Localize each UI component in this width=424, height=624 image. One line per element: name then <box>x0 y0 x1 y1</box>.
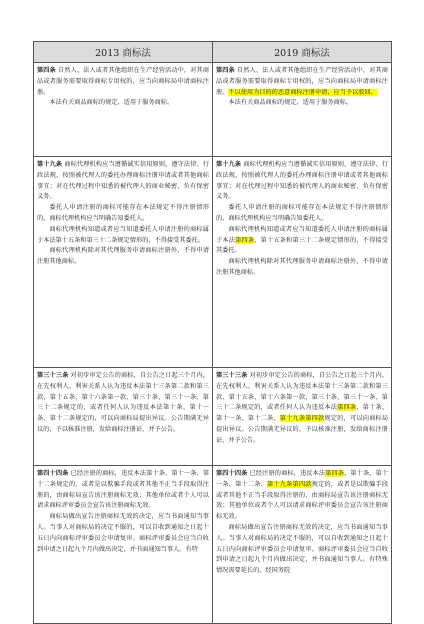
paragraph <box>37 469 209 512</box>
table-row <box>34 368 392 466</box>
paragraph-text: 、第十条、第十一条、第十二条、 <box>216 470 389 488</box>
article-number: 第四十四条 <box>216 470 248 477</box>
paragraph: 商标代理机构除对其代理服务申请商标注册外，不得申请注册其他商标。 <box>216 258 388 276</box>
paragraph-text: 、第十五条和第三十二条规定情形的，不得接受其委托。 <box>216 236 389 255</box>
old-cell <box>34 63 213 157</box>
old-cell <box>34 157 213 368</box>
comparison-table <box>33 41 392 624</box>
article-number: 第四条 <box>216 67 235 74</box>
highlighted-text: 第四条 <box>235 236 255 244</box>
new-cell <box>213 157 392 368</box>
table-row <box>34 157 392 368</box>
highlighted-text: 第四条 <box>325 470 345 477</box>
paragraph: 委托人申请注册的商标可能存在本法规定不得注册情形的，商标代理机构应当明确告知委托人。 <box>216 204 388 222</box>
paragraph: 商标局做出宣告注册商标无效的决定，应当书面通知当事人。当事人对商标局的决定不服的，可以自收到通知之日起十五日内向商标评审委员会申请复审。商标评审委员会应当自收到申请之日起九个月内做出决定，并书面通知当事人。有特 <box>37 513 209 553</box>
paragraph-text: 自然人、法人或者其他组织在生产经营活动中，对其商品或者服务需要取得商标专用权的，应当向商标局申请商标注册。 <box>37 67 210 96</box>
header-2019: 2019 商标法 <box>213 42 392 63</box>
paragraph <box>37 371 209 436</box>
highlighted-text: 第十九条第四款 <box>279 415 325 423</box>
paragraph <box>37 160 209 203</box>
paragraph-text: 规定的，或者是以欺骗手段或者其他不正当手段取得注册的，由商标局宣告该注册商标无效；其他单位或者个人可以请求商标评审委员会宣告该注册商标无效。 <box>216 480 389 521</box>
paragraph-text: 自然人、法人或者其他组织在生产经营活动中，对其商品或者服务需要取得商标专用权的，应当向商标局申请商标注册。 <box>216 67 389 96</box>
article-number: 第四十四条 <box>37 470 69 477</box>
paragraph <box>216 225 388 257</box>
paragraph-text: 商标代理机构应当遵循诚实信用原则，遵守法律、行政法规，按照被代理人的委托办理商标注册申请或者其他商标事宜；对在代理过程中知悉的被代理人的商业秘密，负有保密义务。 <box>37 161 210 201</box>
paragraph: 商标代理机构知道或者应当知道委托人申请注册的商标属于本法第十五条和第三十二条规定情形的，不得接受其委托。 <box>37 225 209 244</box>
article-number: 第四条 <box>37 67 56 74</box>
header-row <box>34 42 392 63</box>
paragraph: 商标代理机构除对其代理服务申请商标注册外，不得申请注册其他商标。 <box>37 247 209 266</box>
paragraph <box>37 66 209 98</box>
paragraph-text: 已经注册的商标，违反本法 <box>249 470 326 477</box>
paragraph: 委托人申请注册的商标可能存在本法规定不得注册情形的，商标代理机构应当明确告知委托人。 <box>37 204 209 222</box>
old-cell <box>34 368 213 466</box>
paragraph: 商标局做出宣告注册商标无效的决定，应当书面通知当事人。当事人对商标局的决定不服的，可以自收到通知之日起十五日内向商标评审委员会申请复审。商标评审委员会应当自收到申请之日起九个月内做出决定，并书面通知当事人。有特殊情况需要延长的，经国务院 <box>216 523 388 575</box>
article-number: 第十九条 <box>37 161 63 168</box>
article-number: 第三十三条 <box>37 372 69 379</box>
paragraph-text: 、第十条、第十一条、第十二条、 <box>216 404 389 423</box>
new-cell <box>213 368 392 466</box>
paragraph: 本法有关商品商标的规定，适用于服务商标。 <box>49 99 174 107</box>
paragraph <box>216 469 388 523</box>
paragraph-text: 规定的，可以向商标局提出异议。公告期满无异议的，予以核准注册，发给商标注册证，并予公告。 <box>216 415 389 444</box>
highlighted-text: 第十九条第四款 <box>267 480 312 488</box>
highlighted-text: 不以使用为目的的恶意商标注册申请，应当予以驳回。 <box>228 88 377 96</box>
paragraph <box>216 66 388 98</box>
article-number: 第十九条 <box>216 161 242 168</box>
paragraph-text: 商标代理机构应当遵循诚实信用原则，遵守法律、行政法规，按照被代理人的委托办理商标注册申请或者其他商标事宜；对在代理过程中知悉的被代理人的商业秘密，负有保密义务。 <box>216 161 389 201</box>
highlighted-text: 第四条 <box>337 404 357 412</box>
article-number: 第三十三条 <box>216 372 248 379</box>
paragraph-text: 对初步审定公告的商标，自公告之日起三个月内，在先权利人、利害关系人认为违反本法第十三条第二款和第三款、第十五条、第十六条第一款、第三十条、第三十一条、第三十二条规定的，或者任何人认为违反本法第十条、第十一条、第十二条规定的，可以向商标局提出异议。公告期满无异议的，予以核准注册，发给商标注册证，并予公告。 <box>37 372 210 433</box>
paragraph <box>216 160 388 203</box>
table-row <box>34 63 392 157</box>
new-cell <box>213 63 392 157</box>
header-2013: 2013 商标法 <box>34 42 213 63</box>
paragraph: 本法有关商品商标的规定，适用于服务商标。 <box>228 99 353 107</box>
paragraph <box>216 371 388 447</box>
paragraph-text: 对初步审定公告的商标，自公告之日起三个月内，在先权利人、利害关系人认为违反本法第十三条第二款和第三款、第十五条、第十六条第一款、第三十条、第三十一条、第三十二条规定的，或者任何人认为违反本法 <box>216 372 389 412</box>
paragraph-text: 已经注册的商标，违反本法第十条、第十一条、第十二条规定的，或者是以欺骗手段或者其他不正当手段取得注册的，由商标局宣告该注册商标无效；其他单位或者个人可以请求商标评审委员会宣告该注册商标无效。 <box>37 470 210 510</box>
paragraph-text: 商标代理机构知道或者应当知道委托人申请注册的商标属于本法 <box>216 225 388 244</box>
